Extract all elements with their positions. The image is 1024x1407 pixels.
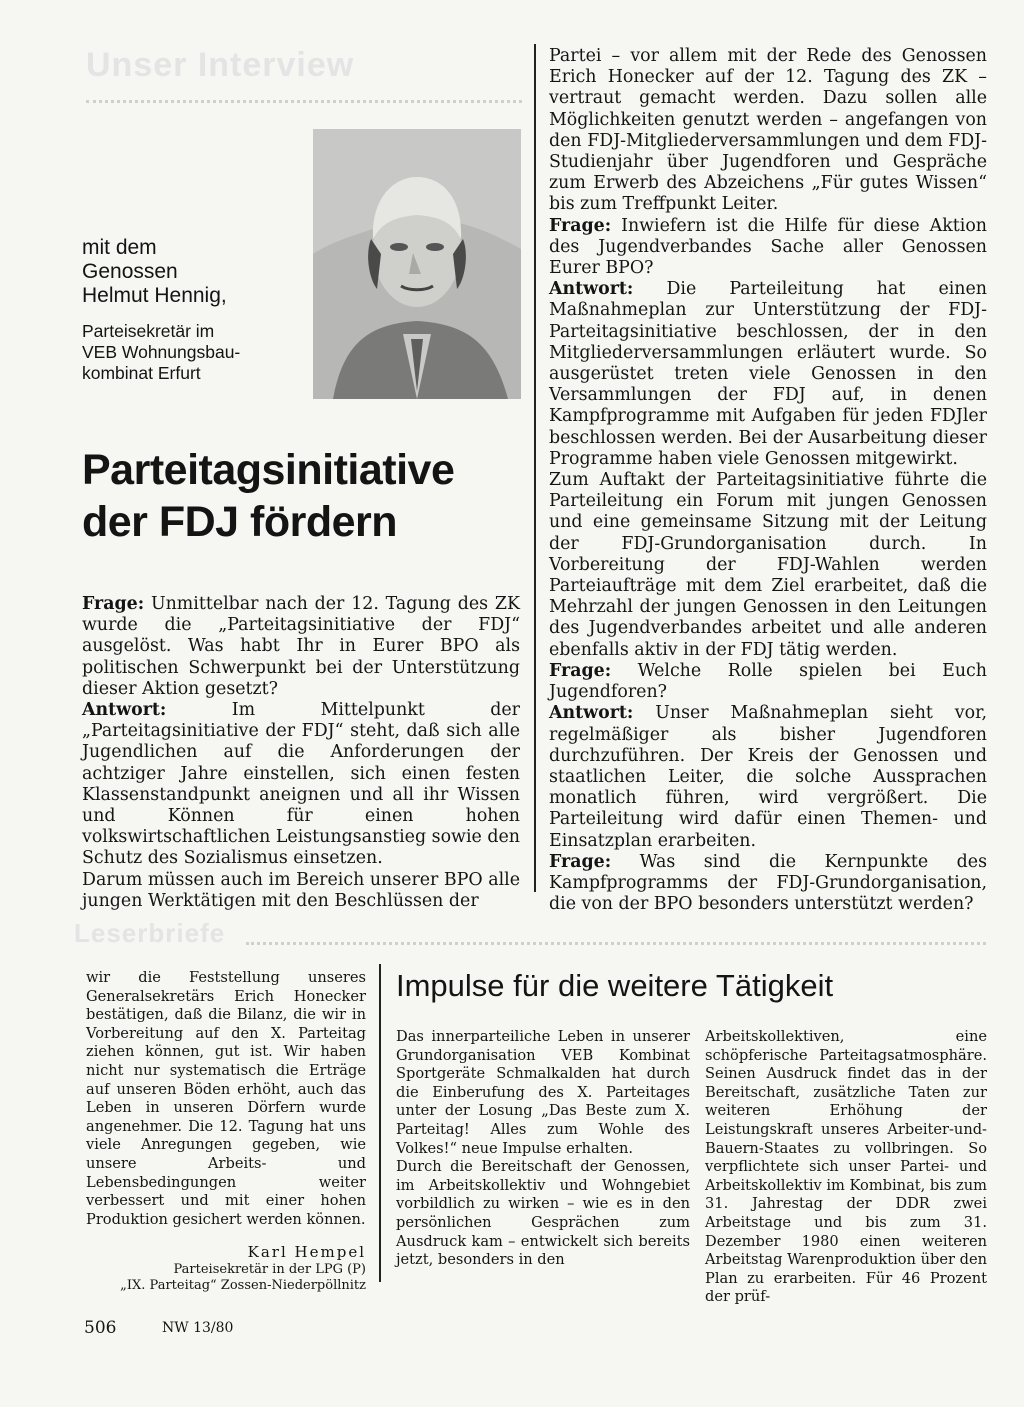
- issue-label: NW 13/80: [162, 1320, 234, 1336]
- paragraph: [549, 703, 987, 851]
- letter-text: wir die Feststellung unseres Generalsekretärs Erich Honecker bestätigen, daß die Bilanz, die wir in Vorbereitung auf den X. Parteitag ziehen können, gut ist. Wir haben nicht nur systematisch die Erträge auf unseren Böden erhöht, auch das Leben in unseren Dörfern wurde angenehmer. Die 12. Tagung hat uns viele Anregungen gegeben, wie unsere Arbeits- und Lebensbedingungen weiter verbessert und mit einer hohen Produktion gesichert werden können.: [86, 969, 366, 1228]
- paragraph-text: Zum Auftakt der Parteitagsinitiative führte die Parteileitung ein Forum mit jungen Genossen und eine gemeinsame Sitzung mit der Leitung der FDJ-Grundorganisation durch. In Vorbereitung der FDJ-Wahlen werden Parteiaufträge mit dem Ziel erarbeitet, daß die Mehrzahl der jungen Genossen in den Leitungen des Jugendverbandes arbeitet und alle anderen ebenfalls aktiv in der FDJ tätig werden.: [549, 470, 987, 660]
- paragraph-text: Durch die Bereitschaft der Genossen, im Arbeitskollektiv und Wohngebiet vorbildlich zu wirken – wie es in den persönlichen Gesprächen zum Ausdruck kam – entwickelt sich bereits jetzt, besonders in den: [396, 1158, 690, 1269]
- interview-intro: [82, 236, 312, 384]
- paragraph: [82, 594, 520, 700]
- headline-line: Parteitagsinitiative: [82, 446, 455, 494]
- intro-line: mit dem: [82, 236, 157, 259]
- article2-column-1: [396, 1028, 690, 1270]
- paragraph-text: Unmittelbar nach der 12. Tagung des ZK wurde die „Parteitagsinitiative der FDJ“ ausgelöst. Was habt Ihr in Eurer BPO als politischen Schwerpunkt bei der Unterstützung dieser Aktion gesetzt?: [82, 594, 520, 699]
- intro-line: Genossen: [82, 260, 178, 283]
- portrait-photo: [313, 129, 521, 399]
- headline-line: der FDJ fördern: [82, 498, 398, 546]
- paragraph: [82, 700, 520, 870]
- page-number: 506: [84, 1318, 117, 1338]
- paragraph-text: Inwiefern ist die Hilfe für diese Aktion des Jugendverbandes Sache aller Genossen Eurer BPO?: [549, 215, 987, 279]
- header-rule: [86, 100, 522, 103]
- qa-label: Frage:: [549, 660, 612, 681]
- paragraph: [82, 870, 520, 912]
- letter-signature: Karl Hempel: [247, 1243, 366, 1262]
- section2-title: Leserbriefe: [74, 918, 226, 948]
- intro-role: Parteisekretär im: [82, 321, 215, 341]
- intro-line: Helmut Hennig,: [82, 284, 227, 307]
- paragraph: [549, 470, 987, 661]
- qa-label: Frage:: [549, 851, 612, 872]
- letter-column: [86, 969, 366, 1294]
- column-divider: [534, 44, 536, 892]
- letter-signature-role: Parteisekretär in der LPG (P): [173, 1261, 366, 1277]
- paragraph-text: Die Parteileitung hat einen Maßnahmeplan zur Unterstützung der FDJ-Parteitagsinitiative beschlossen, der in den Mitgliederversammlungen erläutert wurde. So ausgerüstet treten viele Genossen in den Versammlungen der FDJ auf, in denen Kampfprogramme mit Aufgaben für jeden FDJler beschlossen werden. Bei der Ausarbeitung dieser Programme haben viele Genossen mitgewirkt.: [549, 279, 987, 469]
- intro-role: kombinat Erfurt: [82, 363, 201, 383]
- paragraph-text: Darum müssen auch im Bereich unserer BPO alle jungen Werktätigen mit den Beschlüssen der: [82, 869, 520, 911]
- paragraph: [549, 661, 987, 703]
- paragraph: [549, 216, 987, 280]
- interview-right-column: [549, 46, 987, 915]
- portrait-image-icon: [313, 129, 521, 399]
- article2-column-2: [705, 1028, 987, 1307]
- interview-left-column: [82, 594, 520, 912]
- qa-label: Frage:: [549, 215, 612, 236]
- section2-rule: [246, 942, 986, 945]
- letter-signature-role: „IX. Parteitag“ Zossen-Niederpöllnitz: [120, 1277, 366, 1293]
- paragraph: [549, 279, 987, 470]
- paragraph-text: Im Mittelpunkt der „Parteitagsinitiative der FDJ“ steht, daß sich alle Jugendlichen auf die Anforderungen der achtziger Jahre einstellen, sich einen festen Klassenstandpunkt aneignen und all ihr Wissen und Können für einen hohen volkswirtschaftlichen Leistungsanstieg sowie den Schutz des Sozialismus einsetzen.: [82, 700, 520, 869]
- intro-role: VEB Wohnungsbau-: [82, 342, 241, 362]
- paragraph-text: Partei – vor allem mit der Rede des Genossen Erich Honecker auf der 12. Tagung des ZK – vertraut gemacht werden. Dazu sollen alle Möglichkeiten genutzt werden – angefangen von den FDJ-Mitgliederversammlungen und dem FDJ-Studienjahr über Jugendforen und Gespräche zum Erwerb des Abzeichens „Für gutes Wissen“ bis zum Treffpunkt Leiter.: [549, 46, 987, 215]
- qa-label: Antwort:: [549, 703, 634, 724]
- paragraph-text: Arbeitskollektiven, eine schöpferische Parteitagsatmosphäre. Seinen Ausdruck findet das in der Bereitschaft, zusätzliche Taten zur weiteren Erhöhung der Leistungskraft unseres Arbeiter-und-Bauern-Staates zu vollbringen. So verpflichtete sich unser Partei- und Arbeitskollektiv im Kombinat, bis zum 31. Jahrestag der DDR zwei Arbeitstage und bis zum 31. Dezember 1980 einen weiteren Arbeitstag Warenproduktion über den Plan zu erarbeiten. Für 46 Prozent der prüf-: [705, 1028, 987, 1306]
- qa-label: Antwort:: [82, 700, 167, 721]
- article-headline: [82, 444, 522, 548]
- paragraph-text: Unser Maßnahmeplan sieht vor, regelmäßiger als bisher Jugendforen durchzuführen. Der Kreis der Genossen und staatlichen Leiter, die solche Aussprachen monatlich führen, wird vergrößert. Die Parteileitung wird dafür einen Themen- und Einsatzplan erarbeiten.: [549, 703, 987, 851]
- paragraph: [549, 852, 987, 916]
- section-title: Unser Interview: [86, 46, 355, 84]
- paragraph: [549, 46, 987, 216]
- article2-headline: Impulse für die weitere Tätigkeit: [396, 968, 834, 1003]
- letter-divider: [379, 964, 381, 1282]
- qa-label: Frage:: [82, 594, 145, 614]
- paragraph-text: Welche Rolle spielen bei Euch Jugendforen?: [549, 660, 987, 703]
- qa-label: Antwort:: [549, 279, 634, 300]
- paragraph-text: Was sind die Kernpunkte des Kampfprogramms der FDJ-Grundorganisation, die von der BPO besonders unterstützt werden?: [549, 851, 987, 915]
- paragraph-text: Das innerparteiliche Leben in unserer Grundorganisation VEB Kombinat Sportgeräte Schmalkalden hat durch die Einberufung des X. Parteitages unter der Losung „Das Beste zum X. Parteitag! Alles zum Wohle des Volkes!“ neue Impulse erhalten.: [396, 1028, 690, 1157]
